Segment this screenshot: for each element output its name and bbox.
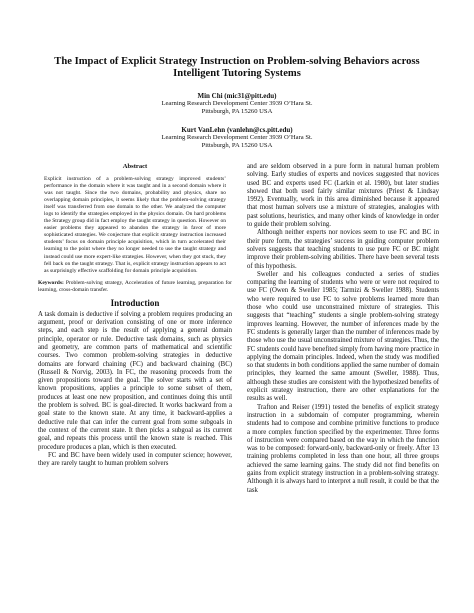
keywords [38, 280, 232, 294]
author-block-2 [40, 126, 434, 151]
body-paragraph: A task domain is deductive if solving a problem requires producing an argument, proof or derivation consisting of one or more inference steps, and each step is the result of applying a general domain principle, operator or rule. Deductive task domains, such as physics and geometry, are common parts of mathematical and scientific courses. Two common problem-solving strategies in deductive domains are forward chaining (FC) and backward chaining (BC) (Russell & Norvig, 2003). In FC, the reasoning proceeds from the given propositions toward the goal. The solver starts with a set of known propositions, applies a principle to some subset of them, produces at least one new proposition, and continues doing this until the problem is solved. BC is goal-directed. It works backward from a goal state to the known state. At any time, it backward-applies a deductive rule that can infer the current goal from some subgoals in the context of the current state. It then picks a subgoal as its current goal, and repeats this process until the known state is reached. This procedure produces a plan, which is then executed. [38, 310, 232, 451]
body-paragraph: Sweller and his colleagues conducted a series of studies comparing the learning of students who were or were not required to use FC (Owen & Sweller 1985; Tarmizi & Sweller 1988). Students who were required to use FC to solve problems learned more than those who could use unconstrained mixture of strategies. This suggests that “teaching” students a single problem-solving strategy improves learning. However, the number of inferences made by the FC students is generally larger than the number of inferences made by those who use the usual unconstrained mixture of strategies. Thus, the FC students could have benefited simply from having more practice in applying the domain principles. Indeed, when the study was modified so that students in both conditions applied the same number of domain principles, they learned the same amount (Sweller, 1988). Thus, although these studies are consistent with the hypothesized benefits of explicit strategy instruction, there are other explanations for the results as well. [247, 270, 439, 403]
author-name: Min Chi (mic31@pitt.edu) [197, 92, 277, 100]
right-column [247, 163, 439, 495]
body-paragraph: FC and BC have been widely used in computer science; however, they are rarely taught to human problem solvers [38, 451, 232, 468]
keywords-text: Problem-solving strategy, Acceleration of future learning, preparation for learning, cross-domain transfer. [38, 279, 232, 293]
body-paragraph: Although neither experts nor novices seem to use FC and BC in their pure form, the strategies’ success in guiding computer problem solvers suggests that teaching students to use pure FC or BC might improve their problem-solving abilities. There have been several tests of this hypothesis. [247, 229, 439, 270]
paper-title: The Impact of Explicit Strategy Instruction on Problem-solving Behaviors across Intelligent Tutoring Systems [54, 56, 420, 79]
abstract-heading: Abstract [122, 163, 148, 170]
keywords-label: Keywords: [38, 279, 64, 286]
author-name: Kurt VanLehn (vanlehn@cs.pitt.edu) [181, 126, 293, 134]
left-column [38, 163, 232, 468]
author-address: Pittsburgh, PA 15260 USA [201, 108, 273, 116]
author-affiliation: Learning Research Development Center 3939 O’Hara St. [161, 100, 313, 108]
body-paragraph: and are seldom observed in a pure form in natural human problem solving. Early studies of experts and novices suggested that novices used BC and experts used FC (Larkin et al. 1980), but later studies showed that both used fairly similar mixtures (Priest & Lindsay 1992). Eventually, work in this area diminished because it appeared that most human solvers use a mixture of strategies, analogies with past solutions, heuristics, and many other kinds of knowledge in order to guide their problem solving. [247, 163, 439, 229]
author-address: Pittsburgh, PA 15260 USA [201, 142, 273, 150]
author-affiliation: Learning Research Development Center 3939 O’Hara St. [161, 134, 313, 142]
body-paragraph: Trafton and Reiser (1991) tested the benefits of explicit strategy instruction in a subdomain of computer programming, wherein students had to compose and combine primitive functions to produce a more complex function specified by the experimenter. Three forms of instruction were compared based on the way in which the function was to be composed: forward-only, backward-only or freely. After 13 training problems completed in less than one hour, all three groups achieved the same learning gains. The study did not find benefits on gains from explicit strategy instruction in a problem-solving strategy. Although it is always hard to interpret a null result, it could be that the task [247, 403, 439, 494]
introduction-heading: Introduction [110, 297, 160, 308]
author-block-1 [40, 92, 434, 117]
abstract-text: Explicit instruction of a problem-solving strategy improved students’ performance in the domain where it was taught and in a second domain where it was not taught. Since the two domains, probability and physics, share no overlapping domain principles, it seems likely that the problem-solving strategy itself was transferred from one domain to the other. We analyzed the computer logs to identify the strategies employed in the physics domain. On hard problems the Strategy group did in fact employ the taught strategy in question. However on easier problems they appeared to abandon the strategy in favor of more sophisticated strategies. We conjecture that explicit strategy instruction increased students’ focus on domain principle acquisition, which in turn accelerated their learning to the point where they no longer needed to use the taught strategy and instead could use more expert-like strategies. However, when they got stuck, they fell back on the taught strategy. That is, explicit strategy instruction appears to act as surprisingly effective scaffolding for domain principle acquisition. [44, 176, 226, 274]
